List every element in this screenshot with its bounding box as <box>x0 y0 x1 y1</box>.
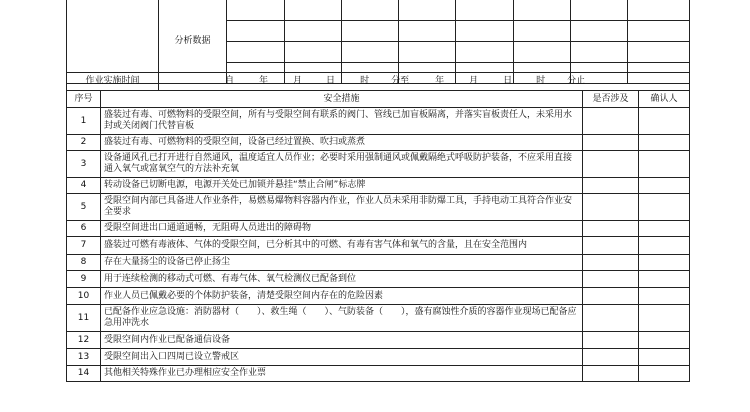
analysis-cell[interactable] <box>342 0 399 21</box>
table-row <box>67 135 690 151</box>
analysis-cell[interactable] <box>285 0 342 21</box>
involved-cell[interactable] <box>583 349 639 366</box>
analysis-cell[interactable] <box>285 42 342 63</box>
analysis-cell[interactable] <box>399 42 456 63</box>
confirmer-cell[interactable] <box>639 237 690 255</box>
confirmer-cell[interactable] <box>639 305 690 332</box>
analysis-cell[interactable] <box>227 42 285 63</box>
involved-cell[interactable] <box>583 332 639 349</box>
row-number: 4 <box>67 178 101 194</box>
involved-cell[interactable] <box>583 194 639 221</box>
involved-cell[interactable] <box>583 366 639 382</box>
table-row <box>67 288 690 305</box>
safety-measure-text: 受限空间出入口四周已设立警戒区 <box>101 349 583 366</box>
table-row <box>67 366 690 382</box>
row-number: 5 <box>67 194 101 221</box>
table-row <box>67 349 690 366</box>
table-row <box>67 221 690 237</box>
confirmer-cell[interactable] <box>639 151 690 178</box>
row-number: 7 <box>67 237 101 255</box>
table-row <box>67 255 690 271</box>
analysis-cell[interactable] <box>628 21 690 42</box>
analysis-cell[interactable] <box>628 42 690 63</box>
table-row <box>67 108 690 135</box>
safety-measure-text: 已配备作业应急设施：消防器材（ ）、救生绳（ ）、气防装备（ ），盛有腐蚀性介质的容器作业现场已配备应急用冲洗水 <box>101 305 583 332</box>
confirmer-cell[interactable] <box>639 288 690 305</box>
time-part-day: 日 <box>326 76 336 86</box>
row-number: 2 <box>67 135 101 151</box>
confirmer-cell[interactable] <box>639 194 690 221</box>
involved-cell[interactable] <box>583 271 639 288</box>
safety-measures-body <box>67 91 690 382</box>
confirmer-cell[interactable] <box>639 271 690 288</box>
safety-measure-text: 受限空间进出口通道通畅，无阻碍人员进出的障碍物 <box>101 221 583 237</box>
analysis-cell[interactable] <box>342 42 399 63</box>
involved-cell[interactable] <box>583 151 639 178</box>
header-involved: 是否涉及 <box>583 91 639 108</box>
analysis-left-cell <box>67 0 159 84</box>
safety-measure-text: 其他相关特殊作业已办理相应安全作业票 <box>101 366 583 382</box>
time-part-day-end: 日 <box>503 76 513 86</box>
confirmer-cell[interactable] <box>639 332 690 349</box>
confirmer-cell[interactable] <box>639 178 690 194</box>
work-time-table <box>66 72 690 91</box>
measures-header-row <box>67 91 690 108</box>
work-time-label: 作业实施时间 <box>67 73 159 91</box>
analysis-cell[interactable] <box>399 0 456 21</box>
safety-measure-text: 盛装过有毒、可燃物料的受限空间，所有与受限空间有联系的阀门、管线已加盲板隔离，并落实盲板责任人，未采用水封或关闭阀门代替盲板 <box>101 108 583 135</box>
permit-sheet <box>66 0 689 412</box>
confirmer-cell[interactable] <box>639 366 690 382</box>
row-number: 10 <box>67 288 101 305</box>
work-time-field[interactable] <box>159 73 690 91</box>
row-number: 14 <box>67 366 101 382</box>
time-part-minute-end: 分止 <box>567 76 586 86</box>
analysis-cell[interactable] <box>285 21 342 42</box>
involved-cell[interactable] <box>583 178 639 194</box>
table-row <box>67 178 690 194</box>
header-confirmer: 确认人 <box>639 91 690 108</box>
analysis-label: 分析数据 <box>159 0 227 84</box>
table-row <box>67 271 690 288</box>
safety-measure-text: 存在大量扬尘的设备已停止扬尘 <box>101 255 583 271</box>
row-number: 6 <box>67 221 101 237</box>
time-part-year-end: 年 <box>435 76 445 86</box>
row-number: 12 <box>67 332 101 349</box>
row-number: 9 <box>67 271 101 288</box>
involved-cell[interactable] <box>583 305 639 332</box>
safety-measure-text: 盛装过有毒、可燃物料的受限空间，设备已经过置换、吹扫或蒸煮 <box>101 135 583 151</box>
header-no: 序号 <box>67 91 101 108</box>
time-part-month-end: 月 <box>469 76 479 86</box>
time-part-minute-to: 分至 <box>391 76 410 86</box>
safety-measure-text: 用于连续检测的移动式可燃、有毒气体、氧气检测仪已配备到位 <box>101 271 583 288</box>
analysis-cell[interactable] <box>571 21 628 42</box>
confirmer-cell[interactable] <box>639 108 690 135</box>
analysis-cell[interactable] <box>514 0 571 21</box>
confirmer-cell[interactable] <box>639 221 690 237</box>
confirmer-cell[interactable] <box>639 255 690 271</box>
analysis-cell[interactable] <box>571 0 628 21</box>
analysis-cell[interactable] <box>571 42 628 63</box>
row-number: 8 <box>67 255 101 271</box>
safety-measure-text: 作业人员已佩戴必要的个体防护装备，清楚受限空间内存在的危险因素 <box>101 288 583 305</box>
table-row <box>67 305 690 332</box>
involved-cell[interactable] <box>583 288 639 305</box>
analysis-cell[interactable] <box>227 21 285 42</box>
analysis-cell[interactable] <box>227 0 285 21</box>
header-measure: 安全措施 <box>101 91 583 108</box>
row-number: 13 <box>67 349 101 366</box>
safety-measure-text: 设备通风孔已打开进行自然通风，温度适宜人员作业；必要时采用强制通风或佩戴隔绝式呼吸防护装备，不应采用直接通入氧气或富氧空气的方法补充氧 <box>101 151 583 178</box>
analysis-cell[interactable] <box>514 21 571 42</box>
table-row <box>67 194 690 221</box>
safety-measure-text: 受限空间内部已具备进人作业条件，易燃易爆物料容器内作业，作业人员未采用非防爆工具，手持电动工具符合作业安全要求 <box>101 194 583 221</box>
time-part-hour-end: 时 <box>536 76 546 86</box>
analysis-cell[interactable] <box>628 0 690 21</box>
table-row <box>67 332 690 349</box>
row-number: 1 <box>67 108 101 135</box>
safety-measures-table <box>66 90 690 382</box>
safety-measure-text: 盛装过可燃有毒液体、气体的受限空间，已分析其中的可燃、有毒有害气体和氧气的含量，且在安全范围内 <box>101 237 583 255</box>
analysis-cell[interactable] <box>456 21 514 42</box>
work-time-row <box>67 73 690 91</box>
work-time-parts <box>159 73 689 90</box>
row-number: 11 <box>67 305 101 332</box>
analysis-body <box>67 0 690 84</box>
time-part-from: 自 <box>225 76 235 86</box>
analysis-cell[interactable] <box>342 21 399 42</box>
analysis-cell[interactable] <box>456 0 514 21</box>
time-part-month: 月 <box>293 76 303 86</box>
time-part-hour: 时 <box>360 76 370 86</box>
involved-cell[interactable] <box>583 237 639 255</box>
analysis-cell[interactable] <box>514 42 571 63</box>
involved-cell[interactable] <box>583 221 639 237</box>
table-row <box>67 151 690 178</box>
analysis-cell[interactable] <box>399 21 456 42</box>
analysis-cell[interactable] <box>456 42 514 63</box>
time-part-year: 年 <box>259 76 269 86</box>
involved-cell[interactable] <box>583 135 639 151</box>
involved-cell[interactable] <box>583 108 639 135</box>
involved-cell[interactable] <box>583 255 639 271</box>
table-row <box>67 237 690 255</box>
safety-measure-text: 受限空间内作业已配备通信设备 <box>101 332 583 349</box>
row-number: 3 <box>67 151 101 178</box>
confirmer-cell[interactable] <box>639 135 690 151</box>
confirmer-cell[interactable] <box>639 349 690 366</box>
safety-measure-text: 转动设备已切断电源，电源开关处已加锁并悬挂“禁止合闸”标志牌 <box>101 178 583 194</box>
